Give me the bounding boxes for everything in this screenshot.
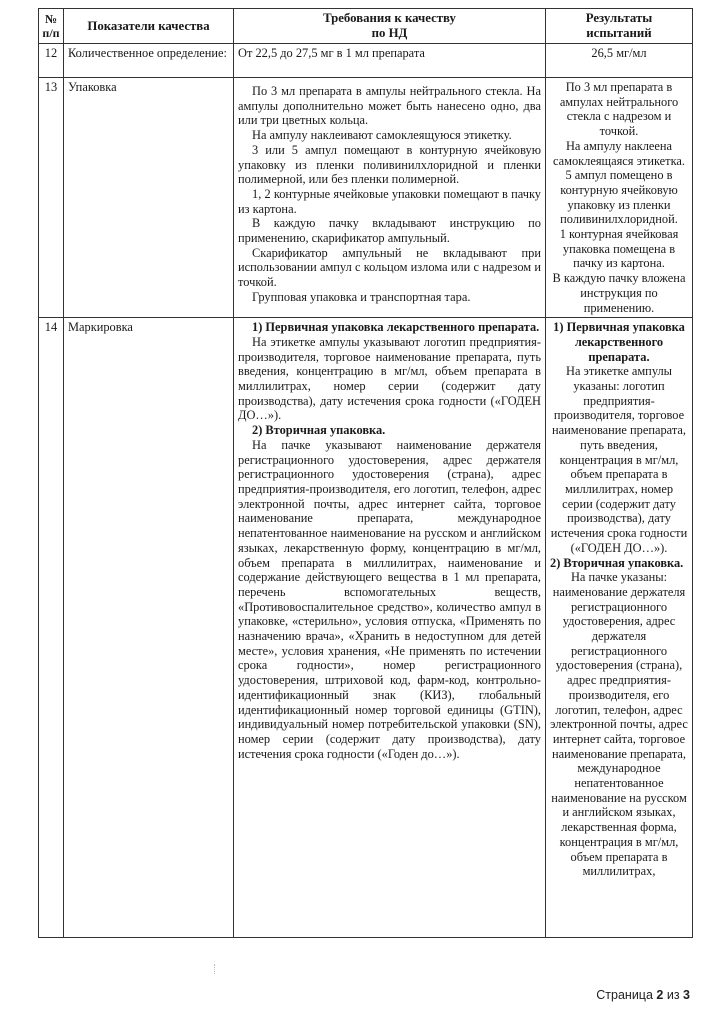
table-row xyxy=(39,78,693,318)
requirement-paragraph: Групповая упаковка и транспортная тара. xyxy=(252,289,471,304)
table-row xyxy=(39,318,693,938)
requirement-paragraph: В каждую пачку вкладывают инструкцию по применению, скарификатор ампульный. xyxy=(238,216,541,246)
header-requirement-line1: Требования к качеству xyxy=(323,11,456,25)
requirement-secondary-title: 2) Вторичная упаковка. xyxy=(252,423,386,438)
row-requirement: От 22,5 до 27,5 мг в 1 мл препарата xyxy=(234,44,546,78)
header-requirement xyxy=(234,9,546,44)
result-paragraph: На ампулу наклеена самоклеящаяся этикетка. xyxy=(552,138,686,168)
table-row xyxy=(39,44,693,78)
footer-page-total: 3 xyxy=(683,988,690,1002)
result-secondary-title: 2) Вторичная упаковка. xyxy=(550,555,684,570)
row-indicator: Количественное определение: xyxy=(64,44,234,78)
requirement-paragraph: 3 или 5 ампул помещают в контурную ячейковую упаковку из пленки поливинилхлоридной и пленки полимерной, или без пленки полимерной. xyxy=(238,142,541,187)
row-result xyxy=(546,318,693,938)
header-requirement-line2: по НД xyxy=(371,26,408,40)
table-header-row xyxy=(39,9,693,44)
row-result xyxy=(546,78,693,318)
requirement-paragraph: 1, 2 контурные ячейковые упаковки помещают в пачку из картона. xyxy=(238,186,541,216)
footer-page-current: 2 xyxy=(656,988,664,1002)
result-primary-text: На этикетке ампулы указаны: логотип предприятия-производителя, торговое наименование препарата, путь введения, концентрация в мг/мл, объем препарата в миллилитрах, номер серии (содержит дату производства), дату истечения срока годности («ГОДЕН ДО…»). xyxy=(550,364,688,555)
page-footer xyxy=(596,988,690,1002)
row-requirement xyxy=(234,78,546,318)
requirement-paragraph: По 3 мл препарата в ампулы нейтрального стекла. На ампулы дополнительно может быть нанесено одно, два или три цветных кольца. xyxy=(238,84,541,128)
result-paragraph: 5 ампул помещено в контурную ячейковую упаковку из пленки поливинилхлоридной. xyxy=(560,168,678,227)
requirement-primary-title: 1) Первичная упаковка лекарственного препарата. xyxy=(252,320,540,335)
header-num: № п/п xyxy=(39,9,64,44)
header-result-line1: Результаты xyxy=(585,11,653,25)
row-num: 14 xyxy=(39,318,64,938)
row-indicator: Упаковка xyxy=(64,78,234,318)
result-secondary-text: На пачке указаны: наименование держателя регистрационного удостоверения, адрес держателя регистрационного удостоверения (страна), адрес предприятия-производителя, его логотип, телефон, адрес электронной почты, адрес интернет сайта, торговое наименование препарата, международное непатентованное наименование на русском и английском языках, лекарственная форма, концентрация в мг/мл, объем препарата в миллилитрах, xyxy=(550,570,688,879)
result-paragraph: В каждую пачку вложена инструкция по применению. xyxy=(552,271,686,315)
quality-spec-table xyxy=(38,8,693,938)
row-num: 12 xyxy=(39,44,64,78)
result-primary-title: 1) Первичная упаковка лекарственного препарата. xyxy=(553,320,685,364)
footer-of-word: из xyxy=(666,988,680,1002)
header-indicator: Показатели качества xyxy=(64,9,234,44)
requirement-secondary-text: На пачке указывают наименование держателя регистрационного удостоверения, адрес держателя регистрационного удостоверения (страна), адрес предприятия-производителя, его логотип, телефон, адрес электронной почты, адрес интернет сайта, торговое наименование препарата, международное непатентованное наименование на русском и английском языках, лекарственную форму, концентрацию в мг/мл, объем препарата в миллилитрах, наименование и содержание действующего вещества в 1 мл препарата, перечень вспомогательных веществ, «Противовоспалительное средство», количество ампул в упаковке, «стерильно», условия отпуска, «Применять по назначению врача», «Хранить в недоступном для детей месте», условия хранения, «Не применять по истечении срока годности», номер регистрационного удостоверения, штриховой код, фарм-код, контрольно-идентификационный знак (КИЗ), глобальный идентификационный номер торговой единицы (GTIN), индивидуальный номер потребительской упаковки (SN), номер серии (содержит дату производства), дату истечения срока годности («Годен до…»). xyxy=(238,437,541,761)
row-num: 13 xyxy=(39,78,64,318)
header-result xyxy=(546,9,693,44)
document-sheet xyxy=(38,8,692,938)
row-indicator: Маркировка xyxy=(64,318,234,938)
scan-mark xyxy=(214,964,218,974)
result-paragraph: 1 контурная ячейковая упаковка помещена в пачку из картона. xyxy=(559,227,679,271)
result-paragraph: По 3 мл препарата в ампулах нейтрального стекла с надрезом и точкой. xyxy=(559,80,679,139)
requirement-primary-text: На этикетке ампулы указывают логотип предприятия-производителя, торговое наименование препарата, путь введения, концентрацию в мг/мл, объем препарата в миллилитрах, номер серии (содержит дату производства), дату истечения срока годности («ГОДЕН ДО…»). xyxy=(238,334,541,423)
header-result-line2: испытаний xyxy=(586,26,652,40)
footer-page-word: Страница xyxy=(596,988,653,1002)
row-result: 26,5 мг/мл xyxy=(546,44,693,78)
row-requirement xyxy=(234,318,546,938)
requirement-paragraph: На ампулу наклеивают самоклеящуюся этикетку. xyxy=(252,128,512,143)
requirement-paragraph: Скарификатор ампульный не вкладывают при использовании ампул с кольцом излома или с надрезом и точкой. xyxy=(238,245,541,290)
